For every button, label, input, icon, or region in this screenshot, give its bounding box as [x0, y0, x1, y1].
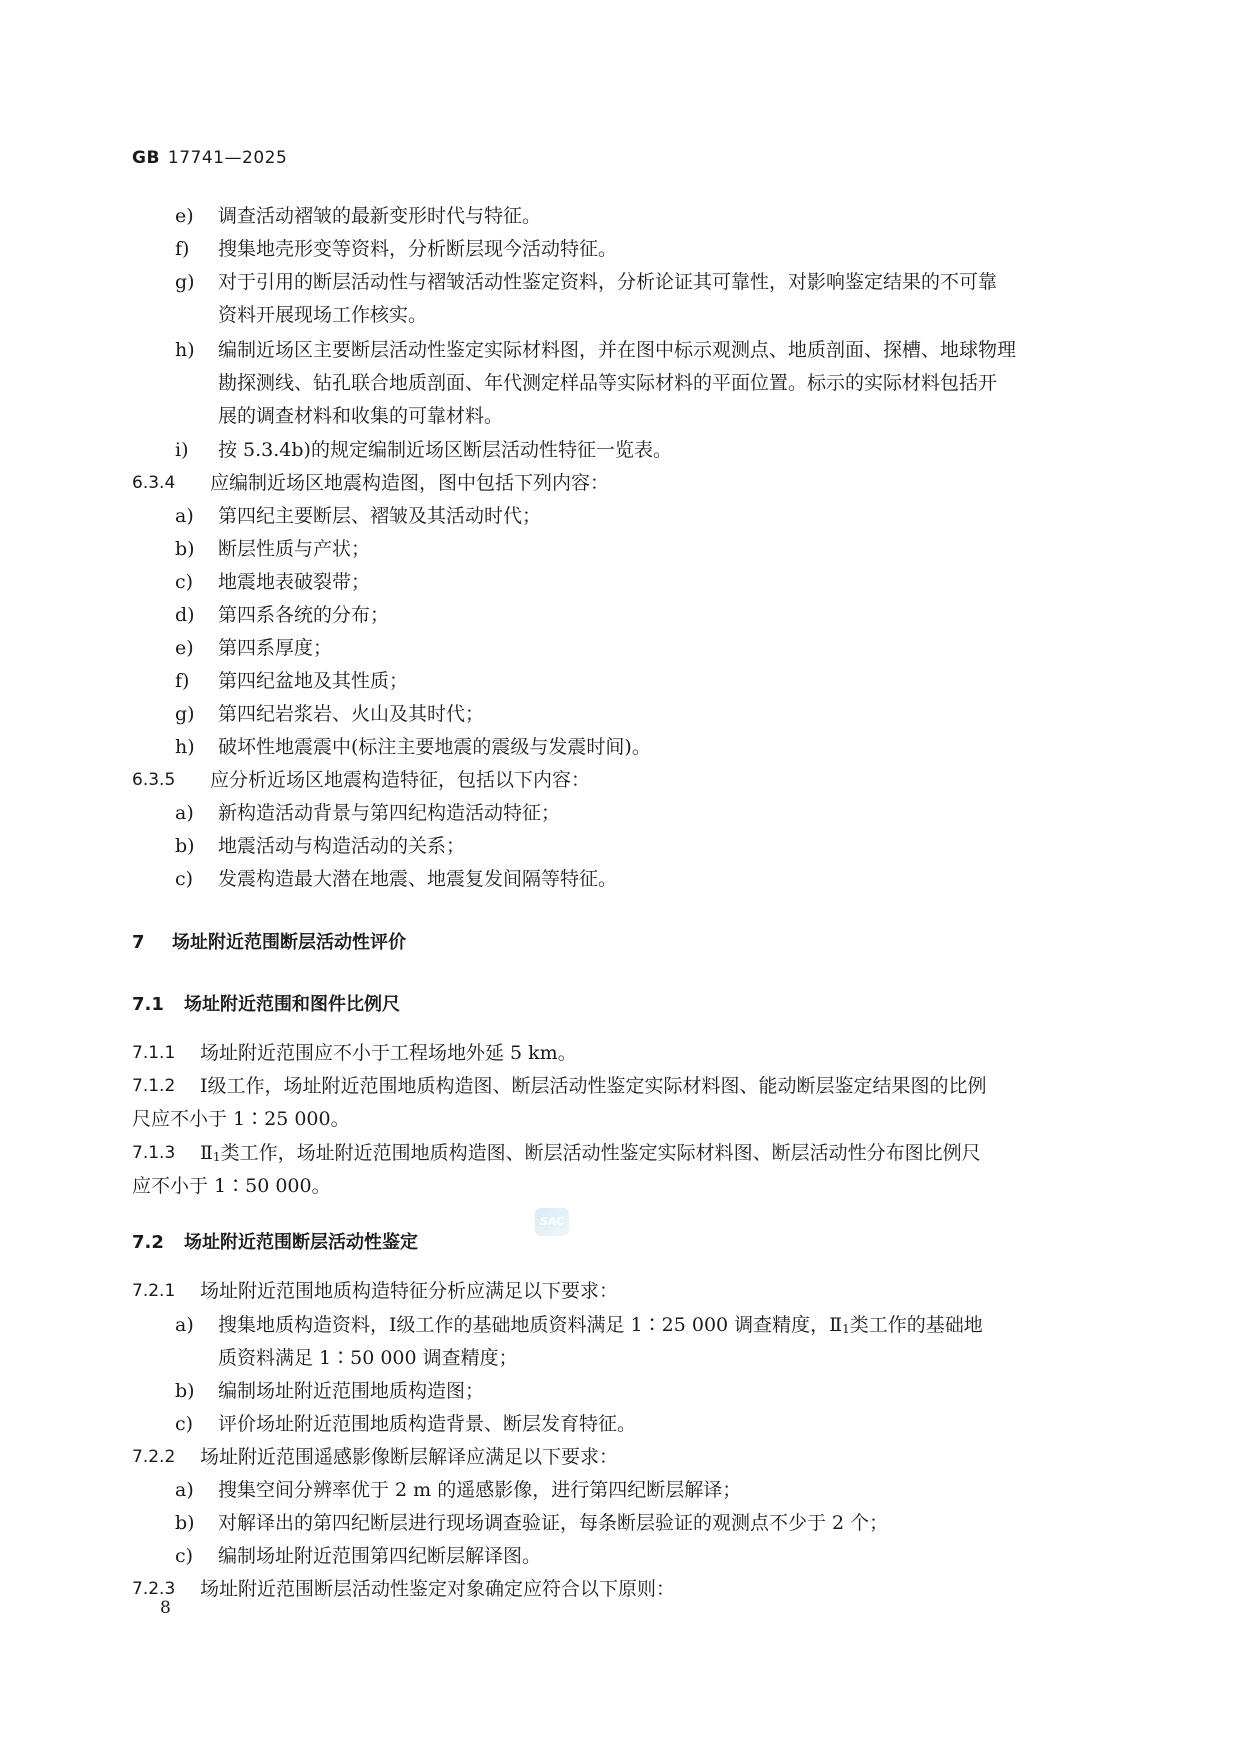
roman-numeral: Ⅱ — [829, 1314, 843, 1336]
page-number: 8 — [160, 1598, 171, 1618]
subscript: 1 — [212, 1150, 221, 1164]
sac-watermark-logo: SAC — [535, 1208, 569, 1236]
subscript: 1 — [842, 1322, 850, 1336]
roman-numeral: Ⅱ — [200, 1142, 213, 1164]
section-heading: 7.2 场址附近范围断层活动性鉴定 — [132, 1232, 418, 1253]
section-heading: 7.1 场址附近范围和图件比例尺 — [132, 994, 400, 1015]
chapter-heading: 7 场址附近范围断层活动性评价 — [132, 932, 406, 953]
standard-code: GB 17741—2025 — [132, 148, 288, 168]
